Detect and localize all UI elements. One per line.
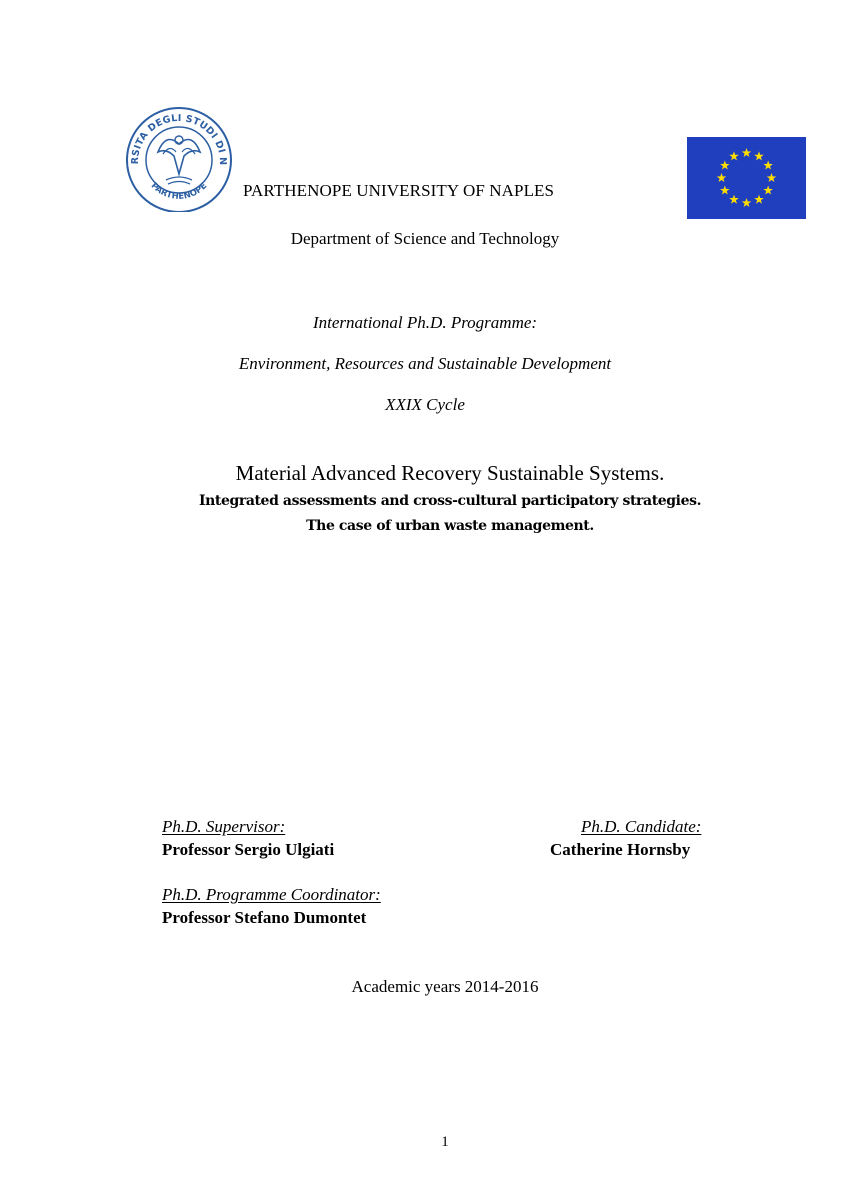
svg-text:PARTHENOPE: PARTHENOPE (148, 181, 210, 202)
thesis-subtitle-line2: The case of urban waste management. (306, 518, 594, 534)
supervisor-label: Ph.D. Supervisor: (162, 817, 286, 836)
supervisor-name: Professor Sergio Ulgiati (162, 840, 335, 859)
svg-text:UNIVERSITA DEGLI STUDI DI NAPO: RSITA DEGLI STUDI DI N (129, 112, 229, 166)
programme-cycle: XXIX Cycle (385, 395, 465, 414)
programme-label: International Ph.D. Programme: (312, 313, 538, 332)
candidate-label: Ph.D. Candidate: (581, 817, 702, 836)
coordinator-name: Professor Stefano Dumontet (162, 908, 367, 927)
academic-years: Academic years 2014-2016 (351, 977, 539, 996)
university-name: PARTHENOPE UNIVERSITY OF NAPLES (243, 181, 555, 200)
eu-flag-icon (687, 137, 806, 219)
thesis-subtitle-line1: Integrated assessments and cross-cultural participatory strategies. (198, 493, 702, 509)
programme-name: Environment, Resources and Sustainable Development (238, 354, 612, 373)
thesis-title: Material Advanced Recovery Sustainable Systems. (235, 461, 665, 485)
page-number: 1 (441, 1134, 449, 1150)
department-name: Department of Science and Technology (290, 229, 560, 248)
candidate-name: Catherine Hornsby (550, 840, 691, 859)
university-seal-icon (118, 104, 240, 212)
coordinator-label: Ph.D. Programme Coordinator: (162, 885, 381, 904)
